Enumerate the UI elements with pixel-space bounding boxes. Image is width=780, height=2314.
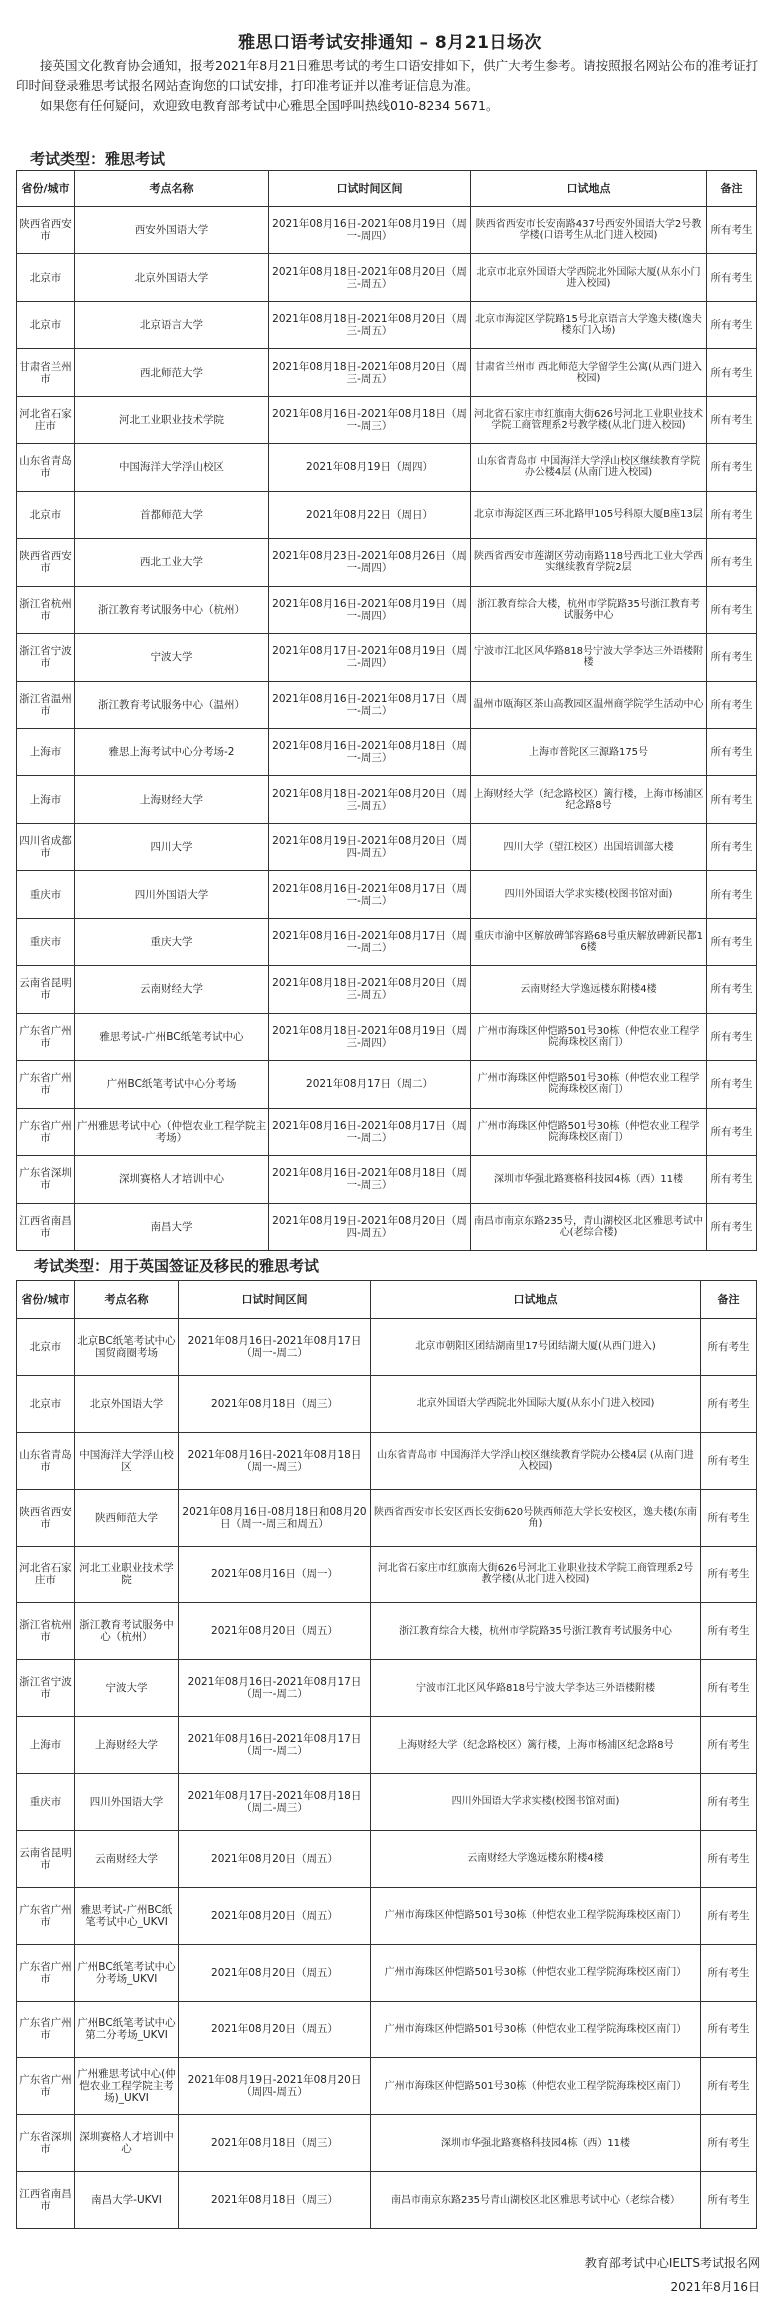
cell-time: 2021年08月18日-2021年08月20日（周三-周五） — [269, 349, 471, 396]
cell-time: 2021年08月16日-2021年08月17日（周一-周二） — [269, 918, 471, 965]
cell-location: 陕西省西安市长安区西长安街620号陕西师范大学长安校区，逸夫楼(东南角) — [371, 1489, 701, 1546]
table-row — [17, 1108, 757, 1155]
footer-source: 教育部考试中心IELTS考试报名网 — [584, 2256, 760, 2270]
cell-city: 陕西省西安市 — [17, 539, 75, 586]
cell-location: 宁波市江北区风华路818号宁波大学李达三外语楼附楼 — [471, 634, 707, 681]
cell-city: 浙江省杭州市 — [17, 1603, 75, 1660]
cell-time: 2021年08月16日-2021年08月18日（周一-周三） — [269, 1156, 471, 1203]
cell-city: 广东省广州市 — [17, 1013, 75, 1060]
cell-venue: 西北工业大学 — [75, 539, 269, 586]
cell-location: 北京市海淀区西三环北路甲105号科原大厦B座13层 — [471, 491, 707, 538]
cell-venue: 雅思考试-广州BC纸笔考试中心_UKVI — [75, 1887, 179, 1944]
cell-location: 河北省石家庄市红旗南大街626号河北工业职业技术学院工商管理系2号教学楼(从北门进入校园) — [471, 396, 707, 443]
column-header: 省份/城市 — [17, 171, 75, 207]
cell-city: 浙江省宁波市 — [17, 634, 75, 681]
column-header: 考点名称 — [75, 1281, 179, 1319]
cell-location: 浙江教育综合大楼，杭州市学院路35号浙江教育考试服务中心 — [471, 586, 707, 633]
cell-remark: 所有考生 — [707, 1203, 757, 1250]
cell-remark: 所有考生 — [701, 1546, 757, 1603]
cell-time: 2021年08月20日（周五） — [179, 2001, 371, 2058]
table-row — [17, 2115, 757, 2172]
cell-time: 2021年08月16日-2021年08月18日（周一-周三） — [269, 396, 471, 443]
intro-text — [16, 56, 766, 116]
cell-location: 北京市朝阳区团结湖南里17号团结湖大厦(从西门进入) — [371, 1319, 701, 1376]
cell-time: 2021年08月20日（周五） — [179, 1603, 371, 1660]
cell-time: 2021年08月20日（周五） — [179, 1944, 371, 2001]
cell-city: 江西省南昌市 — [17, 2172, 75, 2229]
cell-venue: 广州BC纸笔考试中心第二分考场_UKVI — [75, 2001, 179, 2058]
cell-location: 四川大学（望江校区）出国培训部大楼 — [471, 823, 707, 870]
table-row — [17, 1717, 757, 1774]
cell-time: 2021年08月16日-2021年08月17日（周一-周二） — [269, 871, 471, 918]
cell-time: 2021年08月18日-2021年08月20日（周三-周五） — [269, 254, 471, 301]
cell-venue: 云南财经大学 — [75, 1830, 179, 1887]
table-row — [17, 634, 757, 681]
cell-city: 北京市 — [17, 491, 75, 538]
cell-location: 甘肃省兰州市 西北师范大学留学生公寓(从西门进入校园) — [471, 349, 707, 396]
table-row — [17, 776, 757, 823]
intro-paragraph: 接英国文化教育协会通知，报考2021年8月21日雅思考试的考生口语安排如下，供广大考生参考。请按照报名网站公布的准考证打印时间登录雅思考试报名网站查询您的口试安排，打印准考证并以准考证信息为准。 — [16, 58, 759, 93]
table-row — [17, 301, 757, 348]
column-header: 备注 — [707, 171, 757, 207]
table-row — [17, 823, 757, 870]
cell-remark: 所有考生 — [701, 1944, 757, 2001]
cell-remark: 所有考生 — [707, 444, 757, 491]
cell-location: 陕西省西安市长安南路437号西安外国语大学2号教学楼(口语考生从北门进入校园) — [471, 207, 707, 254]
table-row — [17, 2172, 757, 2229]
cell-city: 上海市 — [17, 728, 75, 775]
cell-remark: 所有考生 — [707, 349, 757, 396]
column-header: 口试地点 — [371, 1281, 701, 1319]
table-row — [17, 1603, 757, 1660]
table-row — [17, 728, 757, 775]
cell-remark: 所有考生 — [707, 1156, 757, 1203]
cell-remark: 所有考生 — [707, 254, 757, 301]
table-row — [17, 1944, 757, 2001]
cell-venue: 西安外国语大学 — [75, 207, 269, 254]
table-row — [17, 1546, 757, 1603]
cell-location: 北京外国语大学西院北外国际大厦(从东小门进入校园) — [371, 1375, 701, 1432]
cell-venue: 西北师范大学 — [75, 349, 269, 396]
cell-venue: 中国海洋大学浮山校区 — [75, 444, 269, 491]
cell-venue: 四川外国语大学 — [75, 871, 269, 918]
cell-city: 重庆市 — [17, 918, 75, 965]
cell-remark: 所有考生 — [701, 1432, 757, 1489]
cell-city: 广东省广州市 — [17, 2058, 75, 2115]
column-header: 考点名称 — [75, 171, 269, 207]
cell-remark: 所有考生 — [707, 918, 757, 965]
page-title: 雅思口语考试安排通知 – 8月21日场次 — [238, 33, 542, 53]
cell-location: 广州市海珠区仲恺路501号30栋（仲恺农业工程学院海珠校区南门） — [371, 2001, 701, 2058]
cell-time: 2021年08月16日（周一） — [179, 1546, 371, 1603]
cell-location: 温州市瓯海区茶山高教园区温州商学院学生活动中心 — [471, 681, 707, 728]
cell-venue: 重庆大学 — [75, 918, 269, 965]
cell-venue: 广州BC纸笔考试中心分考场_UKVI — [75, 1944, 179, 2001]
cell-city: 北京市 — [17, 1319, 75, 1376]
cell-location: 上海财经大学（纪念路校区）篱行楼，上海市杨浦区纪念路8号 — [471, 776, 707, 823]
cell-location: 重庆市渝中区解放碑邹容路68号重庆解放碑新民都16楼 — [471, 918, 707, 965]
table-row — [17, 1489, 757, 1546]
cell-location: 浙江教育综合大楼，杭州市学院路35号浙江教育考试服务中心 — [371, 1603, 701, 1660]
footer-date: 2021年8月16日 — [670, 2280, 760, 2294]
cell-time: 2021年08月20日（周五） — [179, 1887, 371, 1944]
cell-city: 甘肃省兰州市 — [17, 349, 75, 396]
table-row — [17, 966, 757, 1013]
cell-remark: 所有考生 — [707, 586, 757, 633]
cell-time: 2021年08月17日（周二） — [269, 1061, 471, 1108]
cell-venue: 首都师范大学 — [75, 491, 269, 538]
table-row — [17, 1774, 757, 1831]
cell-remark: 所有考生 — [707, 1013, 757, 1060]
table-row — [17, 207, 757, 254]
cell-city: 广东省广州市 — [17, 1061, 75, 1108]
cell-venue: 广州雅思考试中心(仲恺农业工程学院主考场)_UKVI — [75, 2058, 179, 2115]
table-row — [17, 1319, 757, 1376]
cell-city: 陕西省西安市 — [17, 207, 75, 254]
cell-venue: 广州雅思考试中心（仲恺农业工程学院主考场） — [75, 1108, 269, 1155]
cell-location: 南昌市南京东路235号，青山湖校区北区雅思考试中心(老综合楼) — [471, 1203, 707, 1250]
table-row — [17, 491, 757, 538]
cell-time: 2021年08月19日-2021年08月20日（周四-周五） — [179, 2058, 371, 2115]
cell-city: 北京市 — [17, 1375, 75, 1432]
table-row — [17, 2058, 757, 2115]
table-row — [17, 1203, 757, 1250]
cell-remark: 所有考生 — [701, 1774, 757, 1831]
cell-remark: 所有考生 — [701, 1603, 757, 1660]
cell-location: 宁波市江北区风华路818号宁波大学李达三外语楼附楼 — [371, 1660, 701, 1717]
cell-remark: 所有考生 — [707, 1061, 757, 1108]
table-row — [17, 1660, 757, 1717]
cell-location: 上海财经大学（纪念路校区）篱行楼，上海市杨浦区纪念路8号 — [371, 1717, 701, 1774]
column-header: 备注 — [701, 1281, 757, 1319]
cell-location: 广州市海珠区仲恺路501号30栋（仲恺农业工程学院海珠校区南门） — [371, 2058, 701, 2115]
cell-city: 云南省昆明市 — [17, 966, 75, 1013]
cell-city: 云南省昆明市 — [17, 1830, 75, 1887]
cell-location: 山东省青岛市 中国海洋大学浮山校区继续教育学院办公楼4层 (从南门进入校园) — [371, 1432, 701, 1489]
cell-city: 重庆市 — [17, 1774, 75, 1831]
cell-venue: 上海财经大学 — [75, 1717, 179, 1774]
intro-paragraph: 如果您有任何疑问，欢迎致电教育部考试中心雅思全国呼叫热线010-8234 5671。 — [40, 98, 499, 113]
schedule-table-ukvi — [16, 1280, 757, 2229]
cell-time: 2021年08月22日（周日） — [269, 491, 471, 538]
table-header-row — [17, 171, 757, 207]
cell-remark: 所有考生 — [701, 1830, 757, 1887]
table-row — [17, 586, 757, 633]
cell-remark: 所有考生 — [701, 1489, 757, 1546]
cell-location: 深圳市华强北路赛格科技园4栋（西）11楼 — [371, 2115, 701, 2172]
cell-remark: 所有考生 — [701, 2115, 757, 2172]
cell-remark: 所有考生 — [701, 1717, 757, 1774]
cell-remark: 所有考生 — [701, 1887, 757, 1944]
cell-city: 浙江省杭州市 — [17, 586, 75, 633]
cell-remark: 所有考生 — [701, 1660, 757, 1717]
cell-venue: 北京语言大学 — [75, 301, 269, 348]
cell-city: 河北省石家庄市 — [17, 1546, 75, 1603]
cell-time: 2021年08月16日-2021年08月19日（周一-周四） — [269, 586, 471, 633]
cell-venue: 四川大学 — [75, 823, 269, 870]
cell-time: 2021年08月19日（周四） — [269, 444, 471, 491]
cell-time: 2021年08月16日-2021年08月18日（周一-周三） — [269, 728, 471, 775]
cell-time: 2021年08月16日-2021年08月18日（周一-周三） — [179, 1432, 371, 1489]
cell-time: 2021年08月18日（周三） — [179, 1375, 371, 1432]
table-row — [17, 1375, 757, 1432]
cell-venue: 浙江教育考试服务中心（杭州） — [75, 586, 269, 633]
cell-city: 广东省广州市 — [17, 1108, 75, 1155]
cell-remark: 所有考生 — [701, 1375, 757, 1432]
cell-remark: 所有考生 — [707, 681, 757, 728]
cell-location: 四川外国语大学求实楼(校图书馆对面) — [371, 1774, 701, 1831]
cell-time: 2021年08月16日-2021年08月17日（周一-周二） — [269, 1108, 471, 1155]
cell-city: 河北省石家庄市 — [17, 396, 75, 443]
cell-city: 广东省深圳市 — [17, 1156, 75, 1203]
section-heading-ielts: 考试类型：雅思考试 — [30, 150, 166, 168]
table-row — [17, 1887, 757, 1944]
cell-time: 2021年08月17日-2021年08月18日（周二-周三） — [179, 1774, 371, 1831]
cell-city: 陕西省西安市 — [17, 1489, 75, 1546]
cell-remark: 所有考生 — [707, 966, 757, 1013]
cell-venue: 四川外国语大学 — [75, 1774, 179, 1831]
table-row — [17, 871, 757, 918]
column-header: 口试地点 — [471, 171, 707, 207]
cell-city: 广东省广州市 — [17, 1944, 75, 2001]
cell-location: 云南财经大学逸远楼东附楼4楼 — [471, 966, 707, 1013]
cell-remark: 所有考生 — [707, 207, 757, 254]
cell-location: 广州市海珠区仲恺路501号30栋（仲恺农业工程学院海珠校区南门） — [371, 1944, 701, 2001]
cell-remark: 所有考生 — [707, 491, 757, 538]
cell-venue: 宁波大学 — [75, 1660, 179, 1717]
cell-time: 2021年08月16日-2021年08月17日（周一-周二） — [269, 681, 471, 728]
cell-city: 广东省广州市 — [17, 2001, 75, 2058]
cell-time: 2021年08月18日（周三） — [179, 2115, 371, 2172]
cell-time: 2021年08月16日-08月18日和08月20日（周一-周三和周五） — [179, 1489, 371, 1546]
cell-location: 云南财经大学逸远楼东附楼4楼 — [371, 1830, 701, 1887]
table-row — [17, 444, 757, 491]
table-row — [17, 681, 757, 728]
cell-city: 广东省深圳市 — [17, 2115, 75, 2172]
cell-location: 深圳市华强北路赛格科技园4栋（西）11楼 — [471, 1156, 707, 1203]
cell-venue: 广州BC纸笔考试中心分考场 — [75, 1061, 269, 1108]
cell-city: 山东省青岛市 — [17, 1432, 75, 1489]
cell-venue: 北京BC纸笔考试中心国贸商圈考场 — [75, 1319, 179, 1376]
cell-time: 2021年08月20日（周五） — [179, 1830, 371, 1887]
cell-remark: 所有考生 — [707, 1108, 757, 1155]
cell-venue: 云南财经大学 — [75, 966, 269, 1013]
table-row — [17, 1061, 757, 1108]
cell-time: 2021年08月18日-2021年08月20日（周三-周五） — [269, 301, 471, 348]
table-row — [17, 1156, 757, 1203]
cell-city: 浙江省温州市 — [17, 681, 75, 728]
cell-time: 2021年08月16日-2021年08月19日（周一-周四） — [269, 207, 471, 254]
column-header: 口试时间区间 — [269, 171, 471, 207]
table-row — [17, 918, 757, 965]
cell-location: 广州市海珠区仲恺路501号30栋（仲恺农业工程学院海珠校区南门） — [471, 1013, 707, 1060]
table-row — [17, 396, 757, 443]
cell-time: 2021年08月18日-2021年08月20日（周三-周五） — [269, 776, 471, 823]
table-row — [17, 254, 757, 301]
cell-city: 北京市 — [17, 301, 75, 348]
cell-time: 2021年08月23日-2021年08月26日（周一-周四） — [269, 539, 471, 586]
cell-location: 山东省青岛市 中国海洋大学浮山校区继续教育学院办公楼4层 (从南门进入校园) — [471, 444, 707, 491]
cell-remark: 所有考生 — [707, 396, 757, 443]
cell-venue: 北京外国语大学 — [75, 1375, 179, 1432]
cell-city: 广东省广州市 — [17, 1887, 75, 1944]
table-row — [17, 1013, 757, 1060]
cell-remark: 所有考生 — [707, 871, 757, 918]
cell-time: 2021年08月16日-2021年08月17日（周一-周二） — [179, 1717, 371, 1774]
cell-city: 上海市 — [17, 1717, 75, 1774]
cell-time: 2021年08月19日-2021年08月20日（周四-周五） — [269, 823, 471, 870]
cell-remark: 所有考生 — [707, 301, 757, 348]
cell-remark: 所有考生 — [701, 2001, 757, 2058]
cell-remark: 所有考生 — [707, 634, 757, 681]
cell-venue: 宁波大学 — [75, 634, 269, 681]
cell-remark: 所有考生 — [701, 2058, 757, 2115]
column-header: 省份/城市 — [17, 1281, 75, 1319]
table-row — [17, 349, 757, 396]
cell-remark: 所有考生 — [707, 776, 757, 823]
cell-remark: 所有考生 — [701, 2172, 757, 2229]
cell-venue: 陕西师范大学 — [75, 1489, 179, 1546]
cell-time: 2021年08月18日-2021年08月20日（周三-周五） — [269, 966, 471, 1013]
cell-city: 上海市 — [17, 776, 75, 823]
cell-location: 广州市海珠区仲恺路501号30栋（仲恺农业工程学院海珠校区南门） — [471, 1061, 707, 1108]
cell-time: 2021年08月16日-2021年08月17日（周一-周二） — [179, 1319, 371, 1376]
cell-location: 上海市普陀区三源路175号 — [471, 728, 707, 775]
cell-city: 江西省南昌市 — [17, 1203, 75, 1250]
cell-location: 河北省石家庄市红旗南大街626号河北工业职业技术学院工商管理系2号教学楼(从北门进入校园) — [371, 1546, 701, 1603]
cell-time: 2021年08月19日-2021年08月20日（周四-周五） — [269, 1203, 471, 1250]
cell-venue: 上海财经大学 — [75, 776, 269, 823]
cell-venue: 浙江教育考试服务中心（杭州） — [75, 1603, 179, 1660]
cell-city: 四川省成都市 — [17, 823, 75, 870]
cell-venue: 河北工业职业技术学院 — [75, 1546, 179, 1603]
cell-time: 2021年08月16日-2021年08月17日（周一-周二） — [179, 1660, 371, 1717]
cell-venue: 南昌大学 — [75, 1203, 269, 1250]
table-row — [17, 539, 757, 586]
cell-venue: 雅思考试-广州BC纸笔考试中心 — [75, 1013, 269, 1060]
schedule-table-ielts — [16, 170, 757, 1251]
section-heading-ukvi: 考试类型：用于英国签证及移民的雅思考试 — [34, 1257, 320, 1275]
cell-time: 2021年08月18日-2021年08月19日（周三-周四） — [269, 1013, 471, 1060]
cell-venue: 中国海洋大学浮山校区 — [75, 1432, 179, 1489]
cell-location: 北京市海淀区学院路15号北京语言大学逸夫楼(逸夫楼东门入场) — [471, 301, 707, 348]
cell-venue: 深圳赛格人才培训中心 — [75, 2115, 179, 2172]
cell-city: 北京市 — [17, 254, 75, 301]
cell-remark: 所有考生 — [707, 823, 757, 870]
cell-venue: 深圳赛格人才培训中心 — [75, 1156, 269, 1203]
cell-remark: 所有考生 — [707, 539, 757, 586]
cell-location: 广州市海珠区仲恺路501号30栋（仲恺农业工程学院海珠校区南门） — [371, 1887, 701, 1944]
cell-city: 山东省青岛市 — [17, 444, 75, 491]
cell-location: 南昌市南京东路235号青山湖校区北区雅思考试中心（老综合楼） — [371, 2172, 701, 2229]
cell-city: 浙江省宁波市 — [17, 1660, 75, 1717]
cell-location: 北京市北京外国语大学西院北外国际大厦(从东小门进入校园) — [471, 254, 707, 301]
cell-location: 广州市海珠区仲恺路501号30栋（仲恺农业工程学院海珠校区南门） — [471, 1108, 707, 1155]
column-header: 口试时间区间 — [179, 1281, 371, 1319]
cell-remark: 所有考生 — [701, 1319, 757, 1376]
cell-remark: 所有考生 — [707, 728, 757, 775]
table-row — [17, 2001, 757, 2058]
cell-venue: 雅思上海考试中心分考场-2 — [75, 728, 269, 775]
cell-time: 2021年08月18日（周三） — [179, 2172, 371, 2229]
table-row — [17, 1432, 757, 1489]
cell-venue: 南昌大学-UKVI — [75, 2172, 179, 2229]
cell-time: 2021年08月17日-2021年08月19日（周二-周四） — [269, 634, 471, 681]
cell-location: 陕西省西安市莲湖区劳动南路118号西北工业大学西实继续教育学院2层 — [471, 539, 707, 586]
cell-venue: 浙江教育考试服务中心（温州） — [75, 681, 269, 728]
cell-location: 四川外国语大学求实楼(校图书馆对面) — [471, 871, 707, 918]
table-row — [17, 1830, 757, 1887]
cell-venue: 河北工业职业技术学院 — [75, 396, 269, 443]
cell-city: 重庆市 — [17, 871, 75, 918]
cell-venue: 北京外国语大学 — [75, 254, 269, 301]
table-header-row — [17, 1281, 757, 1319]
